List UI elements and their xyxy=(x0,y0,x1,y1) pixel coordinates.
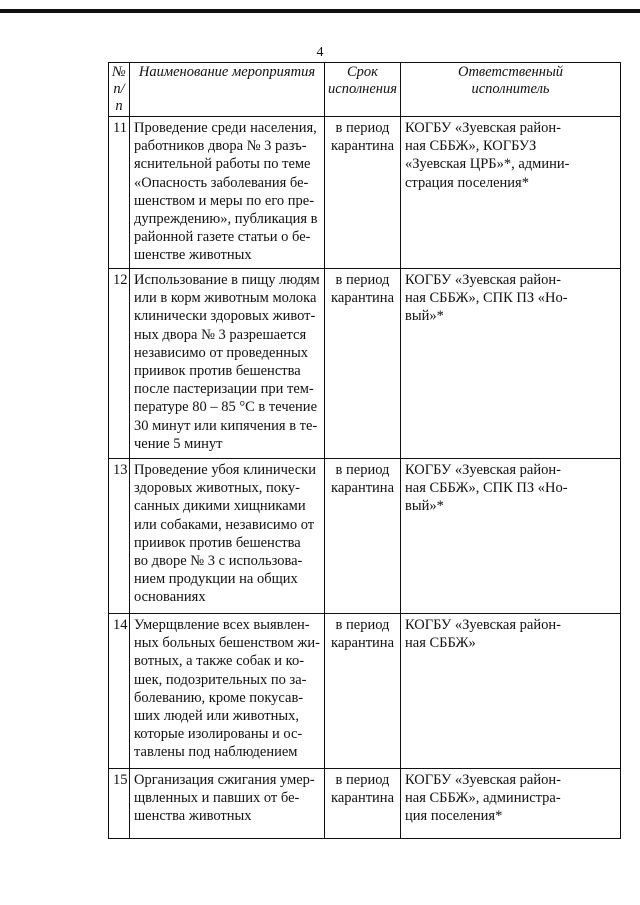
row-number: 14 xyxy=(109,614,130,769)
measure-responsible: КОГБУ «Зуевская район- ная СББЖ», СПК ПЗ «Но- вый»* xyxy=(401,459,621,614)
measure-name: Проведение убоя клинически здоровых животных, поку- санных дикими хищниками или собаками, независимо от приивок против бешенства во дворе № 3 с использова- нием продукции на общих основаниях xyxy=(130,459,325,614)
header-term: Срок исполнения xyxy=(325,63,401,117)
measure-responsible: КОГБУ «Зуевская район- ная СББЖ», администра- ция поселения* xyxy=(401,769,621,839)
header-responsible: Ответственный исполнитель xyxy=(401,63,621,117)
header-name: Наименование мероприятия xyxy=(130,63,325,117)
measure-name: Использование в пищу людям или в корм животным молока клинически здоровых живот- ных двора № 3 разрешается независимо от проведенных приивок против бешенства после пастеризации при тем- пературе 80 – 85 °С в течение 30 минут или кипячения в те- чение 5 минут xyxy=(130,269,325,459)
measure-responsible: КОГБУ «Зуевская район- ная СББЖ» xyxy=(401,614,621,769)
measure-term: в период карантина xyxy=(325,269,401,459)
page-number: 4 xyxy=(316,45,324,60)
measure-term: в период карантина xyxy=(325,117,401,269)
measure-responsible: КОГБУ «Зуевская район- ная СББЖ», СПК ПЗ «Но- вый»* xyxy=(401,269,621,459)
measure-name: Умерщвление всех выявлен- ных больных бешенством жи- вотных, а также собак и ко- шек, подозрительных по за- болеванию, кроме покусав- ших людей или животных, которые изолированы и ос- тавлены под наблюдением xyxy=(130,614,325,769)
table-row xyxy=(109,117,621,269)
row-number: 15 xyxy=(109,769,130,839)
measure-term: в период карантина xyxy=(325,459,401,614)
header-num: № п/п xyxy=(109,63,130,117)
row-number: 12 xyxy=(109,269,130,459)
measure-name: Организация сжигания умер- щвленных и павших от бе- шенства животных xyxy=(130,769,325,839)
measure-term: в период карантина xyxy=(325,614,401,769)
table-row xyxy=(109,459,621,614)
table-row xyxy=(109,769,621,839)
measure-term: в период карантина xyxy=(325,769,401,839)
row-number: 13 xyxy=(109,459,130,614)
top-border-line xyxy=(0,9,640,13)
table-row xyxy=(109,269,621,459)
table-header-row xyxy=(109,63,621,117)
measure-responsible: КОГБУ «Зуевская район- ная СББЖ», КОГБУЗ «Зуевская ЦРБ»*, админи- страция поселения* xyxy=(401,117,621,269)
measures-table xyxy=(108,62,621,839)
row-number: 11 xyxy=(109,117,130,269)
measure-name: Проведение среди населения, работников двора № 3 разъ- яснительной работы по теме «Опасность заболевания бе- шенством и меры по его пре- дупреждению», публикация в районной газете статьи о бе- шенстве животных xyxy=(130,117,325,269)
table-row xyxy=(109,614,621,769)
